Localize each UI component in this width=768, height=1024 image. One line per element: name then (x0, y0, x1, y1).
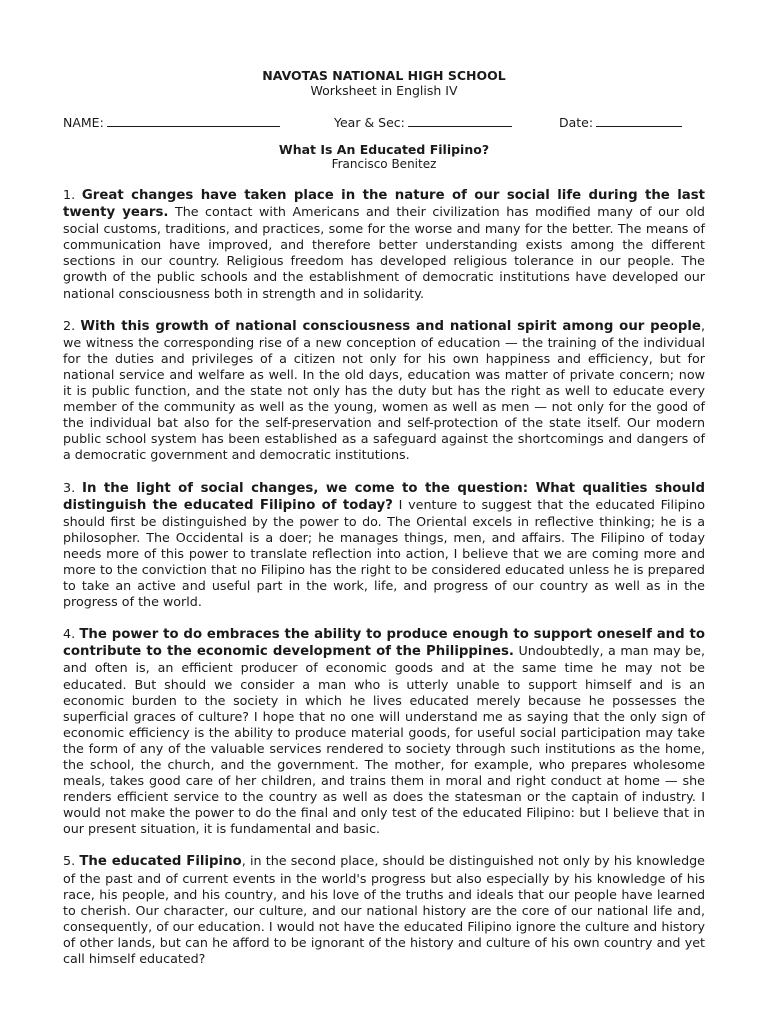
paragraph-body: I venture to suggest that the educated Filipino should first be distinguished by the power to do. The Oriental excels in reflective thinking; he is a philosopher. The Occidental is a doer; he manages things, men, and affairs. The Filipino of today needs more of this power to translate reflection into action, I believe that we are coming more and more to the conviction that no Filipino has the right to be considered educated unless he is prepared to take an active and useful part in the work, life, and progress of our country as well as in the progress of the world. (63, 496, 705, 610)
paragraph-number: 1. (63, 187, 76, 202)
paragraph-body: The contact with Americans and their civilization has modified many of our old social customs, traditions, and practices, some for the worse and many for the better. The means of communication have improved, and therefore better understanding exists among the different sections in our country. Religious freedom has developed religious tolerance in our people. The growth of the public schools and the establishment of democratic institutions have developed our national consciousness both in strength and in solidarity. (63, 204, 705, 301)
date-label: Date: (559, 115, 594, 130)
date-field[interactable] (559, 114, 682, 131)
essay-title: What Is An Educated Filipino? (278, 142, 490, 157)
name-field[interactable] (63, 114, 280, 131)
year-section-blank-line[interactable] (408, 114, 512, 127)
paragraph-number: 5. (63, 853, 76, 869)
paragraph-body: Undoubtedly, a man may be, and often is, an efficient producer of economic goods and at the same time he may not be educated. But should we consider a man who is utterly unable to support himself and is an economic burden to the society in which he lives educated merely because he possesses the superficial graces of culture? I hope that no one will understand me as saying that the only sign of economic efficiency is the ability to produce material goods, for useful social participation may take the form of any of the valuable services rendered to society through such institutions as the home, the school, the church, and the government. The mother, for example, who prepares wholesome meals, takes good care of her children, and trains them in moral and right conduct at home — she renders efficient service to the country as well as does the statesman or the captain of industry. I would not make the power to do the final and only test of the educated Filipino: but I believe that in our present situation, it is fundamental and basic. (63, 643, 705, 837)
paragraph-number: 2. (63, 317, 76, 333)
name-label: NAME: (63, 115, 104, 130)
paragraph-lead: With this growth of national consciousness and national spirit among our people (80, 318, 701, 334)
paragraph-lead: In the light of social changes, we come to the question: What qualities should distinguish the educated Filipino of today? (63, 480, 705, 513)
paragraph-3 (63, 480, 705, 611)
paragraph-1 (63, 187, 705, 302)
paragraph-2 (63, 318, 705, 464)
paragraph-4 (63, 626, 705, 837)
year-section-label: Year & Sec: (334, 115, 405, 130)
paragraph-lead: The educated Filipino (79, 854, 242, 870)
school-name: NAVOTAS NATIONAL HIGH SCHOOL (262, 68, 506, 83)
year-section-field[interactable] (334, 114, 512, 131)
paragraph-lead: The power to do embraces the ability to produce enough to support oneself and to contribute to the economic development of the Philippines. (63, 627, 705, 660)
worksheet-page (63, 68, 705, 967)
essay-author: Francisco Benitez (331, 157, 437, 171)
paragraph-lead: Great changes have taken place in the nature of our social life during the last twenty years. (63, 188, 705, 221)
worksheet-subtitle: Worksheet in English IV (310, 83, 458, 98)
name-blank-line[interactable] (107, 114, 280, 127)
paragraph-body: , we witness the corresponding rise of a new conception of education — the training of the individual for the duties and privileges of a citizen not only for his own happiness and efficiency, but for national service and welfare as well. In the old days, education was matter of private concern; now it is public function, and the state not only has the duty but has the right as well to educate every member of the community as well as the young, women as well as men — not only for the good of the individual bat also for the self-preservation and self-protection of the state itself. Our modern public school system has been established as a safeguard against the shortcomings and dangers of a democratic government and democratic institutions. (63, 317, 705, 463)
date-blank-line[interactable] (596, 114, 682, 127)
paragraph-5 (63, 853, 705, 967)
paragraph-number: 3. (63, 479, 76, 495)
paragraph-number: 4. (63, 626, 76, 642)
student-info-fields (63, 114, 705, 132)
paragraph-body: , in the second place, should be distinguished not only by his knowledge of the past and of current events in the world's progress but also especially by his knowledge of his race, his people, and his country, and his love of the truths and ideals that our people have learned to cherish. Our character, our culture, and our national history are the core of our national life and, consequently, of our education. I would not have the educated Filipino ignore the culture and history of other lands, but can he afford to be ignorant of the history and culture of his own country and yet call himself educated? (63, 853, 705, 967)
